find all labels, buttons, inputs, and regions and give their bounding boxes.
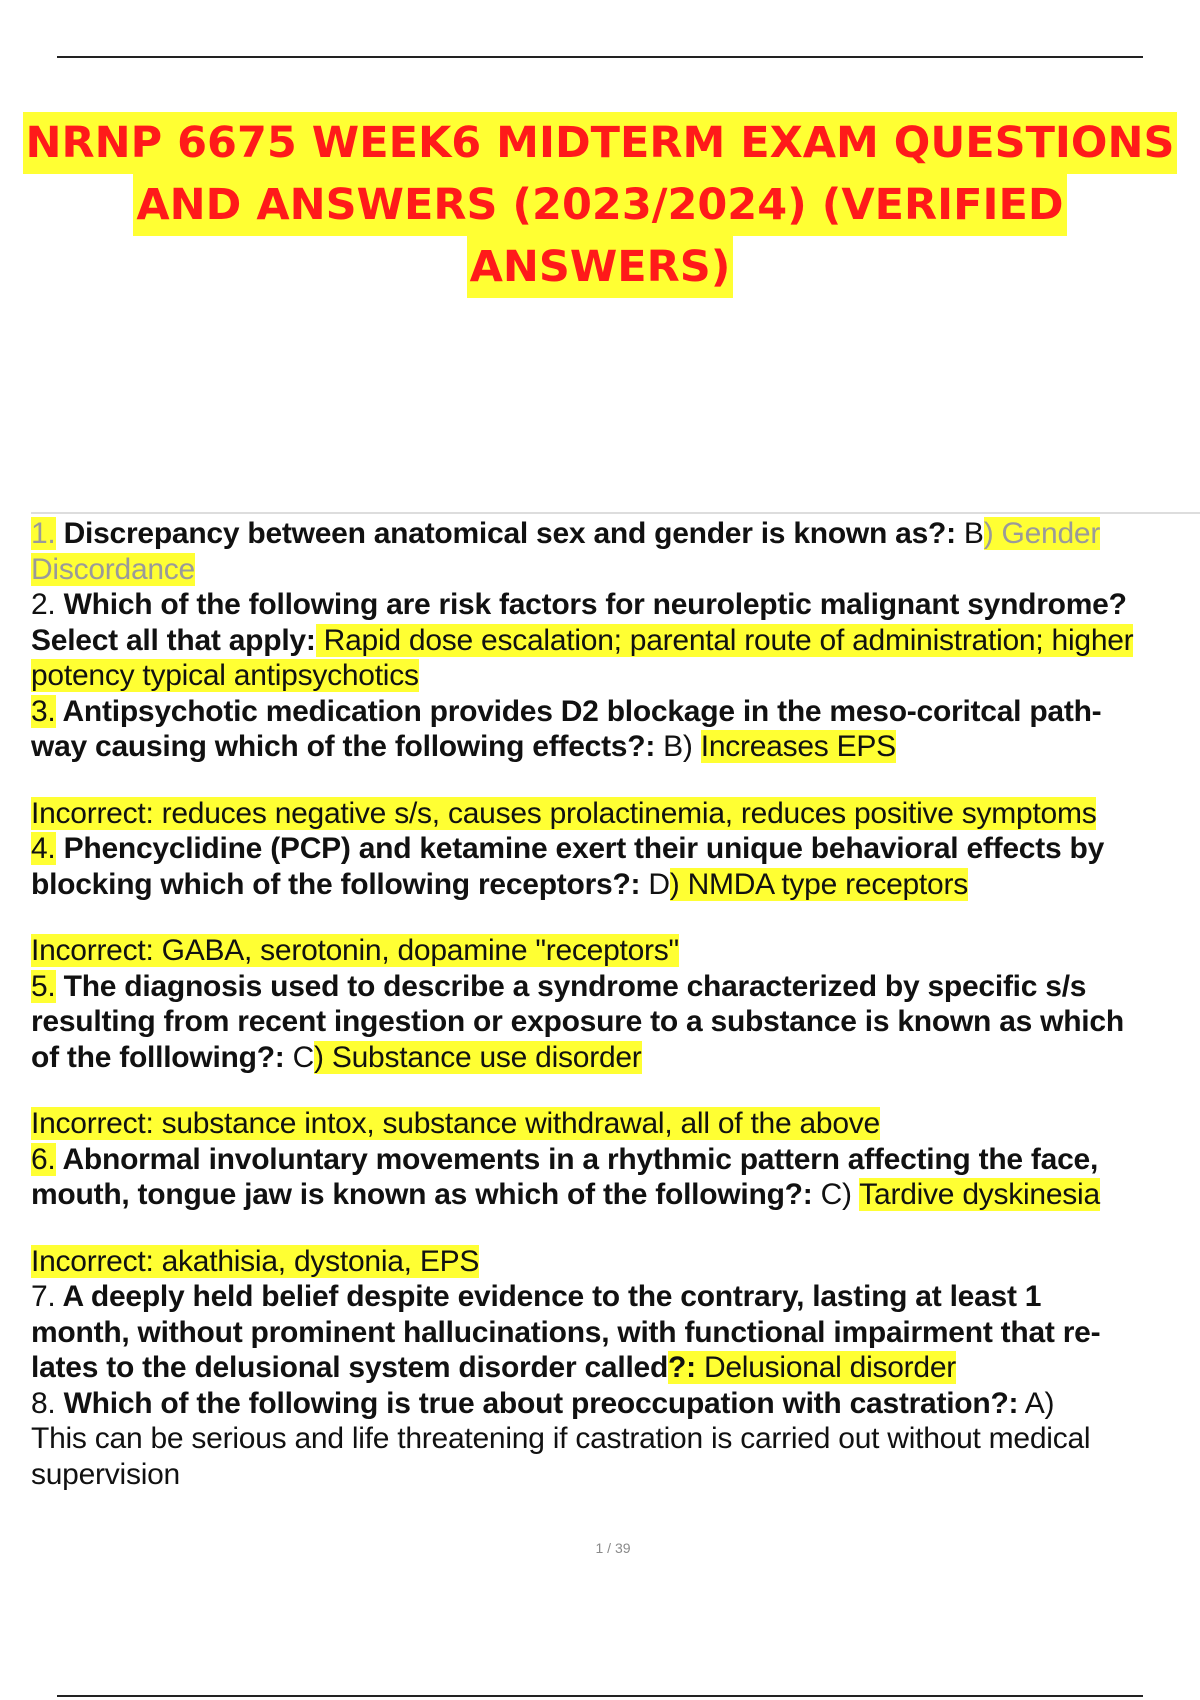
answer-text: ) Gender (983, 517, 1101, 550)
question-text: Select all that apply: (31, 623, 316, 657)
question-7-line (31, 1315, 1200, 1351)
document-title (0, 112, 1200, 298)
question-text: of the folllowing?: (31, 1040, 285, 1074)
question-text: The diagnosis used to describe a syndrome characterized by specific s/s (55, 969, 1087, 1003)
answer-text: supervision (31, 1457, 180, 1491)
spacer (31, 1075, 1200, 1106)
question-8-line (31, 1457, 1200, 1493)
answer-text: potency typical antipsychotics (31, 659, 419, 692)
question-text: Discrepancy between anatomical sex and gender is known as?: (55, 517, 956, 550)
answer-text: ) NMDA type receptors (669, 867, 968, 901)
answer-letter: B) (655, 730, 701, 763)
answer-letter: B (955, 517, 984, 550)
question-4-line (31, 867, 1200, 903)
question-text: lates to the delusional system disorder called (31, 1351, 669, 1384)
title-line: AND ANSWERS (2023/2024) (VERIFIED (133, 174, 1066, 236)
question-text: Antipsychotic medication provides D2 blockage in the meso-coritcal path- (55, 694, 1102, 728)
incorrect-text: Incorrect: substance intox, substance withdrawal, all of the above (31, 1107, 880, 1140)
question-text: blocking which of the following receptors?: (31, 867, 641, 901)
top-rule (57, 56, 1143, 58)
incorrect-text: Incorrect: reduces negative s/s, causes prolactinemia, reduces positive symptoms (31, 796, 1097, 830)
answer-text: ) Substance use disorder (314, 1040, 642, 1074)
incorrect-options (31, 796, 1200, 832)
title-line: ANSWERS) (467, 236, 734, 298)
answer-letter: D (640, 867, 670, 901)
question-8-line (31, 1386, 1200, 1422)
question-text: way causing which of the following effects?: (31, 730, 656, 763)
spacer (31, 1213, 1200, 1244)
question-text: Which of the following are risk factors for neuroleptic malignant syndrome? (55, 588, 1127, 621)
question-2-line (31, 587, 1200, 623)
spacer (31, 902, 1200, 933)
question-3-line (31, 694, 1200, 730)
answer-marker: ?: (668, 1351, 696, 1384)
question-number: 2. (31, 588, 56, 621)
question-5-line (31, 1040, 1200, 1076)
question-text: resulting from recent ingestion or exposure to a substance is known as which (31, 1005, 1124, 1038)
question-2-line (31, 658, 1200, 694)
question-7-line (31, 1350, 1200, 1386)
incorrect-text: Incorrect: akathisia, dystonia, EPS (31, 1244, 480, 1278)
question-2-line (31, 623, 1200, 659)
question-number: 3. (31, 694, 56, 728)
question-8-line (31, 1421, 1200, 1457)
question-1-line (31, 552, 1200, 588)
answer-text: Tardive dyskinesia (859, 1178, 1100, 1211)
incorrect-options (31, 933, 1200, 969)
content-separator (31, 512, 1200, 514)
question-text: Which of the following is true about preoccupation with castration?: (55, 1386, 1019, 1420)
answer-letter: C (284, 1040, 315, 1074)
title-line: NRNP 6675 WEEK6 MIDTERM EXAM QUESTIONS (23, 112, 1178, 174)
question-text: mouth, tongue jaw is known as which of the following?: (31, 1178, 813, 1211)
spacer (31, 765, 1200, 796)
question-number: 4. (31, 832, 56, 865)
answer-letter: A) (1018, 1386, 1055, 1420)
question-text: month, without prominent hallucinations, with functional impairment that re- (31, 1315, 1101, 1349)
question-7-line (31, 1279, 1200, 1315)
question-number: 7. (31, 1280, 56, 1313)
question-list (31, 516, 1200, 1492)
question-5-line (31, 969, 1200, 1005)
page-indicator: 1 / 39 (595, 1540, 631, 1556)
question-5-line (31, 1004, 1200, 1040)
answer-text: Rapid dose escalation; parental route of administration; higher (315, 623, 1134, 657)
question-text: A deeply held belief despite evidence to the contrary, lasting at least 1 (55, 1280, 1042, 1313)
answer-text: Increases EPS (700, 730, 896, 763)
question-number: 6. (31, 1142, 56, 1176)
question-6-line (31, 1142, 1200, 1178)
question-1-line (31, 516, 1200, 552)
question-3-line (31, 729, 1200, 765)
question-number: 8. (31, 1386, 56, 1420)
question-6-line (31, 1177, 1200, 1213)
bottom-rule (57, 1695, 1143, 1697)
answer-text: This can be serious and life threatening if castration is carried out without medical (31, 1422, 1091, 1455)
incorrect-options (31, 1244, 1200, 1280)
question-text: Abnormal involuntary movements in a rhythmic pattern affecting the face, (55, 1142, 1099, 1176)
answer-letter: C) (812, 1178, 860, 1211)
answer-text: Discordance (31, 552, 195, 586)
answer-text: Delusional disorder (695, 1351, 957, 1384)
incorrect-options (31, 1106, 1200, 1142)
question-number: 5. (31, 969, 56, 1003)
incorrect-text: Incorrect: GABA, serotonin, dopamine "receptors" (31, 934, 679, 967)
question-4-line (31, 831, 1200, 867)
question-number: 1. (31, 517, 56, 550)
question-text: Phencyclidine (PCP) and ketamine exert their unique behavioral effects by (55, 832, 1105, 865)
